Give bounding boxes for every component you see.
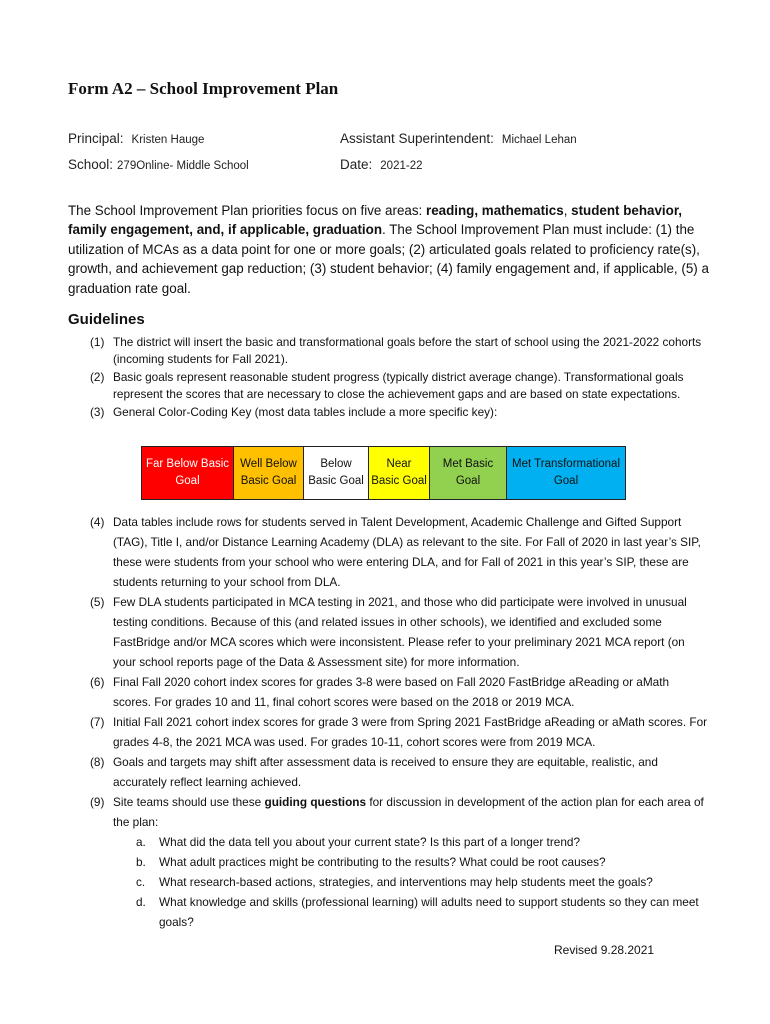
key-label: Far Below Basic Goal	[145, 458, 230, 487]
key-cell-well-below-basic	[234, 447, 304, 500]
list-item	[68, 672, 708, 712]
list-text: for discussion in development of the action plan for each area of the plan:	[113, 795, 704, 829]
intro-text: The School Improvement Plan priorities focus on five areas:	[68, 203, 426, 218]
school-field	[68, 157, 249, 172]
list-number: (3)	[90, 404, 105, 419]
date-field	[340, 157, 423, 172]
list-text: Data tables include rows for students served in Talent Development, Academic Challenge and Gifted Support (TAG), Title I, and/or Distance Learning Academy (DLA) as relevant to the site. For Fall of 2020 in last year’s SIP, these were students from your school who were entering DLA, and for Fall of 2021 in this year’s SIP, these are students returning to your school from DLA.	[113, 515, 701, 589]
question-letter: c.	[136, 875, 146, 890]
assistant-superintendent-value: Michael Lehan	[501, 134, 577, 146]
list-item	[68, 512, 708, 592]
guidelines-list-bottom	[68, 512, 708, 932]
guidelines-heading: Guidelines	[68, 311, 145, 328]
intro-text: ,	[563, 203, 572, 218]
list-number: (9)	[90, 795, 105, 809]
key-cell-met-transformational	[507, 447, 626, 500]
list-item	[68, 369, 708, 404]
list-number: (1)	[90, 335, 105, 349]
list-number: (8)	[90, 755, 105, 769]
list-text: Site teams should use these	[113, 795, 265, 809]
question-letter: d.	[136, 895, 146, 910]
intro-bold-areas: student behavior, family engagement, and, if applicable, graduation	[68, 203, 683, 238]
list-item	[68, 334, 708, 369]
assistant-superintendent-label: Assistant Superintendent:	[340, 131, 494, 146]
date-label: Date:	[340, 157, 373, 172]
list-number: (4)	[90, 515, 105, 529]
assistant-superintendent-field	[340, 131, 577, 146]
key-cell-far-below-basic	[142, 447, 234, 500]
question-text: What did the data tell you about your current state? Is this part of a longer trend?	[159, 835, 581, 849]
question-text: What adult practices might be contributing to the results? What could be root causes?	[159, 855, 606, 870]
date-value: 2021-22	[380, 160, 423, 172]
list-number: (5)	[90, 595, 105, 609]
list-item	[68, 752, 708, 792]
list-text: General Color-Coding Key (most data tables include a more specific key):	[113, 404, 498, 419]
key-label: Met Transformational Goal	[511, 458, 620, 487]
question-item	[68, 892, 708, 932]
list-text: Goals and targets may shift after assessment data is received to ensure they are equitable, realistic, and accurately reflect learning achieved.	[113, 755, 658, 789]
key-cell-below-basic	[304, 447, 369, 500]
list-text: The district will insert the basic and transformational goals before the start of school using the 2021-2022 cohorts (incoming students for Fall 2021).	[113, 335, 702, 367]
question-item	[68, 832, 708, 852]
school-value: 279Online- Middle School	[117, 160, 249, 172]
intro-bold-subjects: reading, mathematics	[426, 203, 564, 218]
list-item	[68, 592, 708, 672]
intro-paragraph	[68, 201, 718, 298]
list-text: Final Fall 2020 cohort index scores for grades 3-8 were based on Fall 2020 FastBridge aReading or aMath scores. For grades 10 and 11, final cohort scores were based on the 2018 or 2019 MCA.	[113, 675, 670, 709]
question-item	[68, 872, 708, 892]
list-item-guiding-questions	[68, 792, 708, 832]
question-text: What knowledge and skills (professional learning) will adults need to support students so they can meet goals?	[159, 895, 699, 930]
question-letter: b.	[136, 855, 146, 870]
question-text: What research-based actions, strategies, and interventions may help students meet the goals?	[159, 875, 653, 890]
revised-date: Revised 9.28.2021	[554, 943, 655, 957]
principal-value: Kristen Hauge	[131, 134, 205, 146]
key-label: Met Basic Goal	[442, 458, 494, 487]
list-number: (7)	[90, 715, 105, 729]
question-letter: a.	[136, 835, 146, 849]
key-label: Near Basic Goal	[371, 458, 427, 487]
list-text: Initial Fall 2021 cohort index scores for grade 3 were from Spring 2021 FastBridge aReading or aMath scores. For grades 4-8, the 2021 MCA was used. For grades 10-11, cohort scores were from 2019 MCA.	[113, 715, 708, 749]
key-label: Below Basic Goal	[308, 458, 364, 487]
list-item	[68, 712, 708, 752]
list-text: Few DLA students participated in MCA testing in 2021, and those who did participate were involved in unusual testing conditions. Because of this (and related issues in other schools), we identified and excluded some FastBridge and/or MCA scores which were inconsistent. Please refer to your preliminary 2021 MCA report (on your school reports page of the Data & Assessment site) for more information.	[113, 595, 687, 669]
list-bold-text: guiding questions	[264, 795, 367, 809]
color-coding-key-table	[141, 446, 626, 500]
guidelines-list-top	[68, 334, 708, 421]
question-item	[68, 852, 708, 872]
key-cell-near-basic	[369, 447, 430, 500]
key-cell-met-basic	[430, 447, 507, 500]
page-title: Form A2 – School Improvement Plan	[68, 79, 339, 98]
list-number: (6)	[90, 675, 105, 689]
intro-text: . The School Improvement Plan must include: (1) the utilization of MCAs as a data point for one or more goals; (2) articulated goals related to proficiency rate(s), growth, and achievement gap reduction; (3) student behavior; (4) family engagement and, if applicable, (5) a graduation rate goal.	[68, 222, 709, 296]
list-text: Basic goals represent reasonable student progress (typically district average change). Transformational goals represent the scores that are necessary to close the achievement gaps and are based on state expectations.	[113, 369, 684, 402]
principal-field	[68, 131, 204, 146]
key-label: Well Below Basic Goal	[240, 458, 297, 487]
list-number: (2)	[90, 369, 105, 384]
school-label: School:	[68, 157, 114, 172]
principal-label: Principal:	[68, 131, 124, 146]
list-item	[68, 404, 708, 421]
